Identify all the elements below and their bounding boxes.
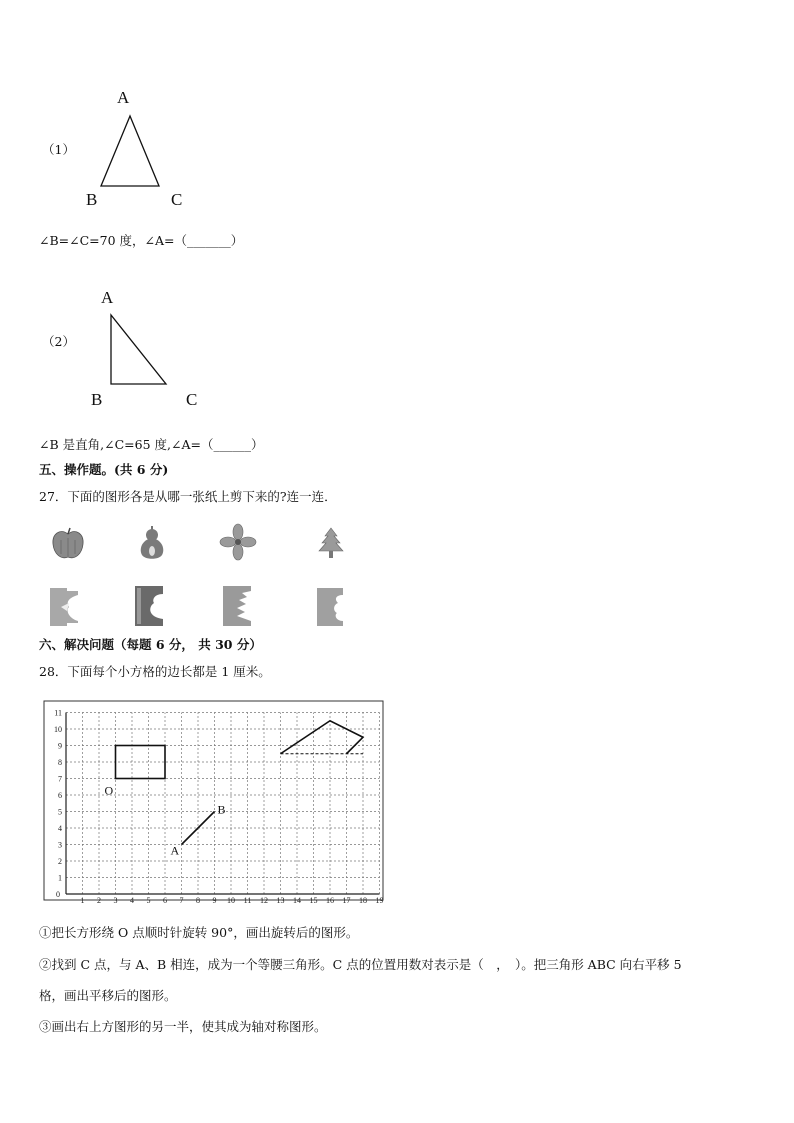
point-a-label: A	[170, 843, 180, 858]
x-tick-label: 11	[243, 896, 252, 905]
x-tick-label: 17	[342, 896, 351, 905]
x-tick-label: 15	[309, 896, 318, 905]
q2-label-b: B	[91, 390, 103, 409]
y-tick-label: 7	[58, 774, 62, 784]
q1-text: ∠B=∠C=70 度，∠A=（_______）	[39, 233, 244, 248]
half-figure[interactable]	[281, 721, 364, 754]
y-tick-label: 5	[58, 807, 62, 817]
y-tick-label: 9	[58, 741, 62, 751]
x-tick-label: 18	[359, 896, 367, 905]
y-tick-label: 8	[58, 758, 62, 767]
x-tick-label: 4	[130, 896, 134, 905]
y-tick-label: 6	[58, 791, 62, 800]
section5-title: 五、操作题。(共 6 分)	[39, 462, 169, 477]
x-tick-label: 16	[326, 896, 334, 905]
x-tick-label: 19	[375, 896, 384, 905]
y-tick-label: 2	[58, 857, 62, 866]
point-b-label: B	[217, 802, 226, 817]
q1-label-c: C	[171, 190, 183, 209]
section6-title: 六、解决问题（每题 6 分， 共 30 分）	[39, 637, 262, 652]
x-tick-label: 14	[293, 896, 301, 905]
x-tick-label: 2	[97, 896, 101, 905]
q2-label-a: A	[101, 288, 114, 307]
y-tick-label: 4	[58, 824, 62, 833]
y-tick-label: 3	[58, 840, 62, 850]
q28-sub2-line2: 格，画出平移后的图形。	[39, 988, 177, 1003]
q1-number: （1）	[42, 142, 75, 157]
q28-sub2-line1: ②找到 C 点，与 A、B 相连，成为一个等腰三角形。C 点的位置用数对表示是（ ， ）。把三角形 ABC 向右平移 5	[39, 957, 682, 972]
x-tick-label: 13	[276, 896, 285, 905]
x-tick-label: 6	[163, 896, 167, 905]
point-o-label: O	[104, 783, 114, 798]
x-tick-label: 12	[260, 896, 268, 905]
q2-text: ∠B 是直角,∠C=65 度,∠A=（______）	[39, 437, 264, 452]
grid-frame	[44, 701, 383, 900]
x-tick-label: 7	[179, 896, 184, 905]
x-tick-label: 10	[227, 896, 235, 905]
q28-sub3: ③画出右上方图形的另一半，使其成为轴对称图形。	[39, 1019, 327, 1034]
q2-number: （2）	[42, 334, 75, 349]
y-tick-label: 11	[54, 708, 62, 718]
x-tick-label: 9	[212, 896, 217, 905]
x-tick-label: 5	[146, 896, 151, 905]
q2-label-c: C	[186, 390, 198, 409]
q1-label-a: A	[117, 88, 130, 107]
y-tick-label: 1	[58, 873, 62, 883]
q28-text: 28．下面每个小方格的边长都是 1 厘米。	[39, 664, 271, 679]
x-tick-label: 3	[113, 896, 118, 905]
x-tick-label: 8	[196, 896, 200, 905]
x-tick-label: 1	[80, 896, 85, 905]
q27-text: 27．下面的图形各是从哪一张纸上剪下来的?连一连．	[39, 489, 337, 504]
q1-label-b: B	[86, 190, 98, 209]
q28-sub1: ①把长方形绕 O 点顺时针旋转 90°，画出旋转后的图形。	[39, 925, 359, 940]
y-tick-label: 10	[54, 725, 62, 734]
origin-label: 0	[56, 890, 60, 899]
